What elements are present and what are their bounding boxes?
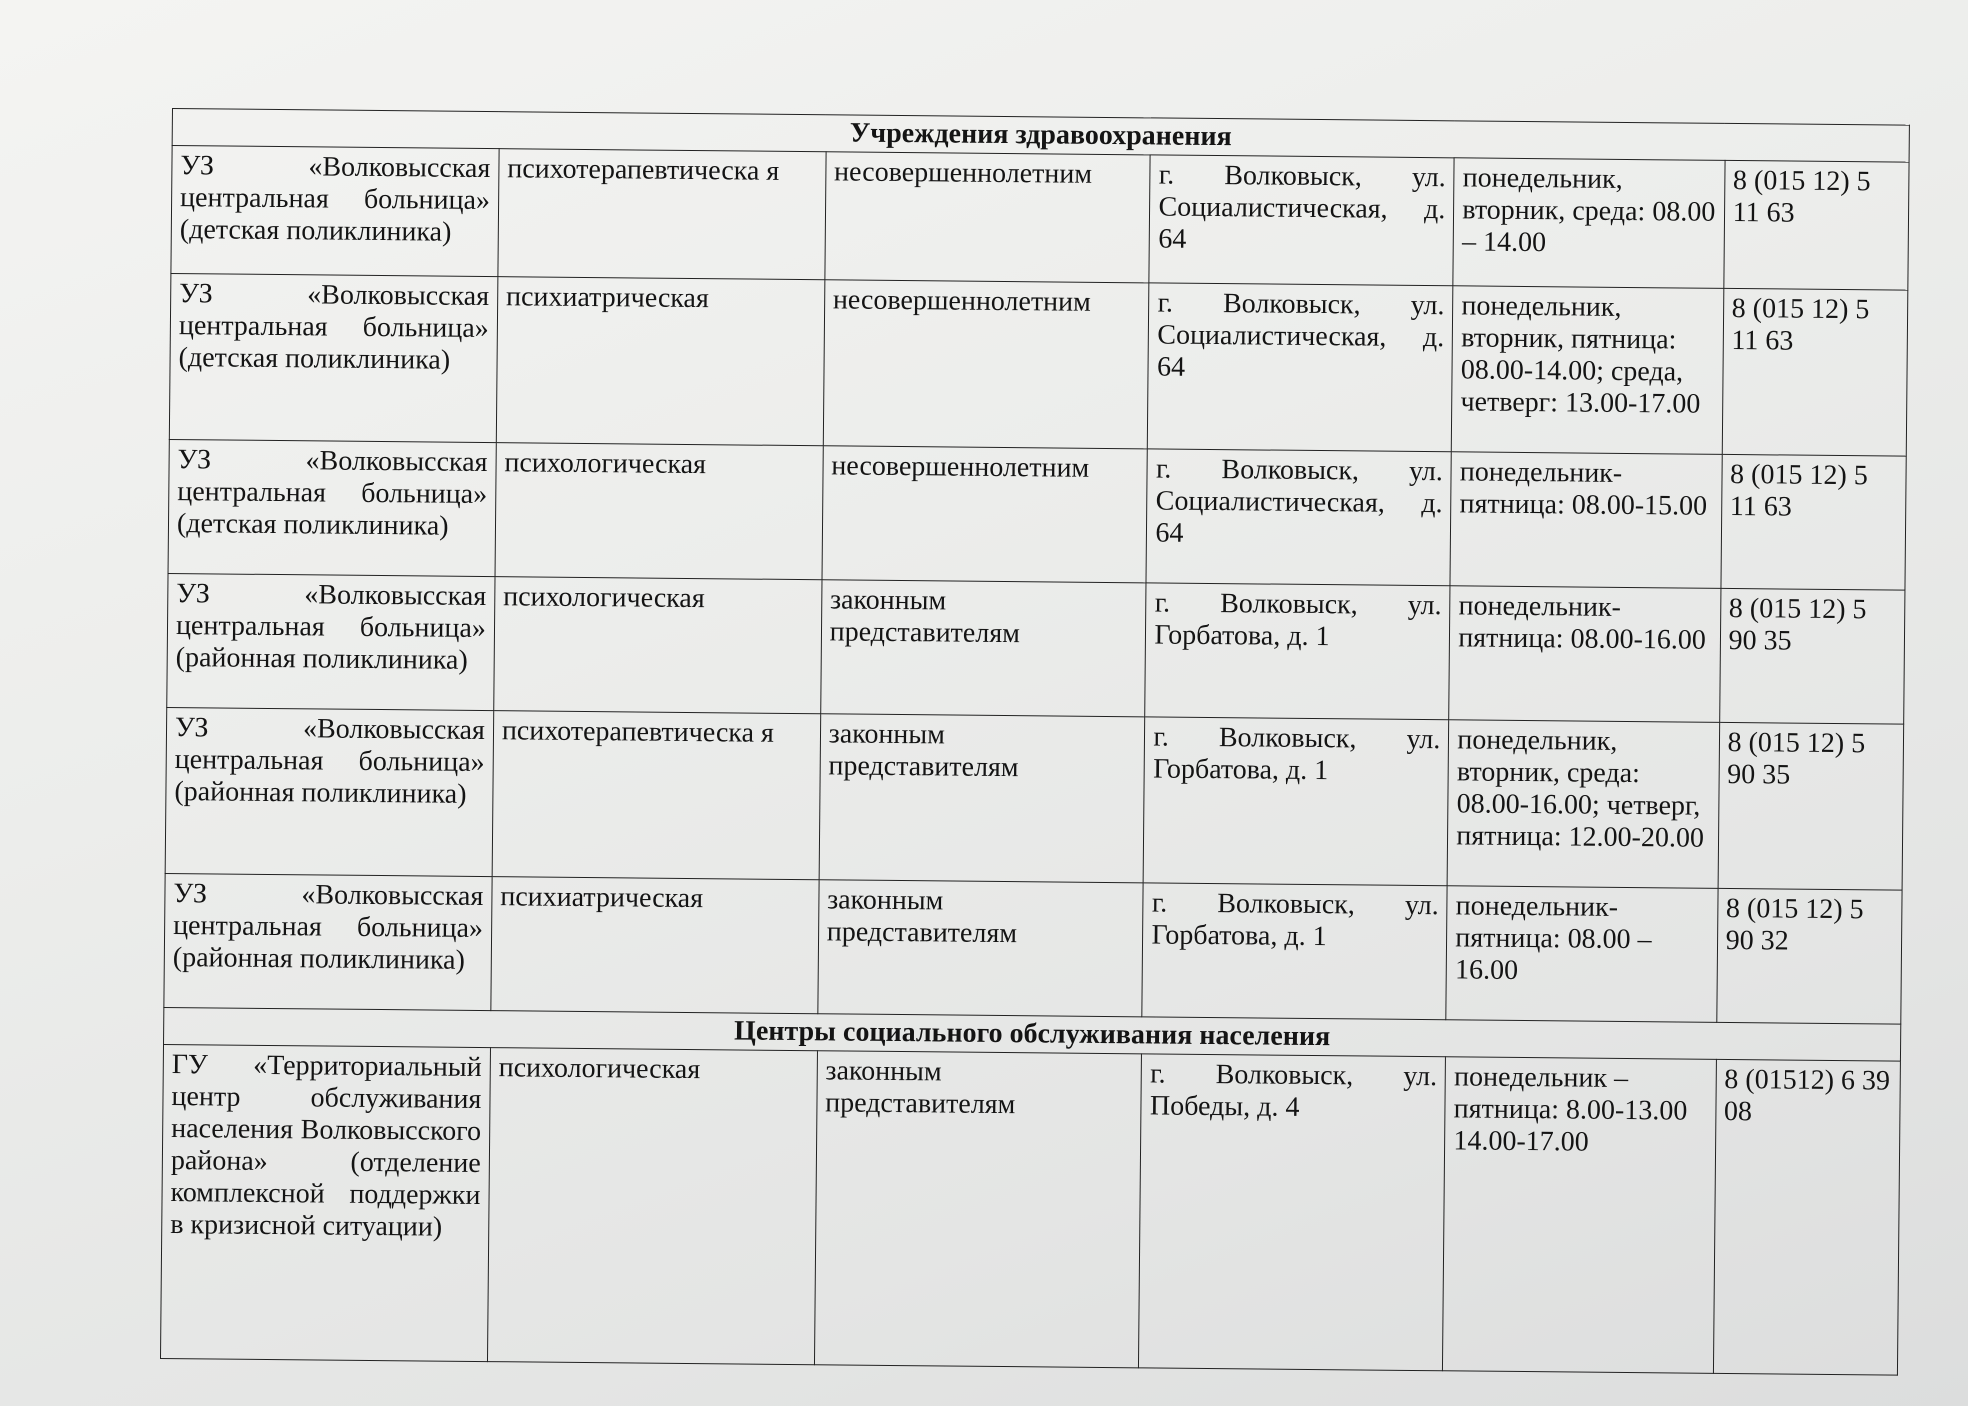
schedule-cell: понедельник-пятница: 08.00-16.00 bbox=[1449, 586, 1721, 723]
phone-cell: 8 (015 12) 5 90 35 bbox=[1718, 722, 1904, 890]
address-cell: г. Волковыск, ул. Социалистическая, д. 64 bbox=[1149, 155, 1454, 286]
institutions-table bbox=[160, 108, 1910, 1376]
assistance-type-cell: психиатрическая bbox=[496, 277, 824, 446]
schedule-cell: понедельник, вторник, среда: 08.00-16.00; четверг, пятница: 12.00-20.00 bbox=[1447, 720, 1719, 889]
phone-cell: 8 (015 12) 5 90 35 bbox=[1719, 588, 1905, 724]
schedule-cell: понедельник-пятница: 08.00-15.00 bbox=[1450, 452, 1722, 589]
organization-cell: УЗ «Волковысская центральная больница» (районная поликлиника) bbox=[165, 707, 493, 876]
address-cell: г. Волковыск, ул. Социалистическая, д. 64 bbox=[1148, 283, 1453, 452]
section-title: Центры социального обслуживания населения bbox=[164, 1007, 1901, 1061]
table-row bbox=[169, 273, 1908, 456]
assistance-type-cell: психологическая bbox=[494, 577, 822, 714]
table-row bbox=[171, 146, 1909, 291]
organization-cell: УЗ «Волковысская центральная больница» (районная поликлиника) bbox=[164, 873, 492, 1010]
schedule-cell: понедельник, вторник, пятница: 08.00-14.00; среда, четверг: 13.00-17.00 bbox=[1452, 286, 1724, 455]
phone-cell: 8 (015 12) 5 90 32 bbox=[1716, 888, 1902, 1024]
organization-cell: ГУ «Территориальный центр обслуживания населения Волковысского района» (отделение комплексной поддержки в кризисной ситуации) bbox=[160, 1044, 490, 1361]
assistance-type-cell: психологическая bbox=[487, 1048, 817, 1365]
schedule-cell: понедельник-пятница: 08.00 – 16.00 bbox=[1446, 886, 1718, 1023]
recipients-cell: несовершеннолетним bbox=[823, 280, 1149, 449]
table-row bbox=[160, 1044, 1900, 1375]
table-container bbox=[160, 108, 1910, 1376]
recipients-cell: несовершеннолетним bbox=[825, 152, 1151, 283]
recipients-cell: законным представителям bbox=[819, 714, 1145, 883]
organization-cell: УЗ «Волковысская центральная больница» (детская поликлиника) bbox=[169, 273, 497, 442]
assistance-type-cell: психологическая bbox=[495, 443, 823, 580]
phone-cell: 8 (015 12) 5 11 63 bbox=[1723, 160, 1909, 290]
recipients-cell: законным представителям bbox=[814, 1051, 1142, 1368]
phone-cell: 8 (01512) 6 39 08 bbox=[1713, 1059, 1900, 1375]
organization-cell: УЗ «Волковысская центральная больница» (детская поликлиника) bbox=[168, 439, 496, 576]
address-cell: г. Волковыск, ул. Победы, д. 4 bbox=[1139, 1054, 1446, 1371]
address-cell: г. Волковыск, ул. Горбатова, д. 1 bbox=[1144, 717, 1449, 886]
table-row bbox=[167, 573, 1905, 724]
table-row bbox=[164, 873, 1902, 1024]
schedule-cell: понедельник, вторник, среда: 08.00 – 14.00 bbox=[1453, 158, 1724, 289]
address-cell: г. Волковыск, ул. Горбатова, д. 1 bbox=[1145, 583, 1450, 720]
organization-cell: УЗ «Волковысская центральная больница» (детская поликлиника) bbox=[171, 146, 499, 277]
assistance-type-cell: психотерапевтическа я bbox=[498, 149, 826, 280]
assistance-type-cell: психотерапевтическа я bbox=[492, 711, 820, 880]
recipients-cell: законным представителям bbox=[818, 880, 1144, 1017]
recipients-cell: законным представителям bbox=[820, 580, 1146, 717]
table-row bbox=[168, 439, 1906, 590]
phone-cell: 8 (015 12) 5 11 63 bbox=[1722, 288, 1908, 456]
assistance-type-cell: психиатрическая bbox=[491, 877, 819, 1014]
organization-cell: УЗ «Волковысская центральная больница» (районная поликлиника) bbox=[167, 573, 495, 710]
phone-cell: 8 (015 12) 5 11 63 bbox=[1721, 454, 1907, 590]
section-title: Учреждения здравоохранения bbox=[172, 109, 1909, 163]
address-cell: г. Волковыск, ул. Горбатова, д. 1 bbox=[1142, 883, 1447, 1020]
recipients-cell: несовершеннолетним bbox=[822, 446, 1148, 583]
table-row bbox=[165, 707, 1904, 890]
address-cell: г. Волковыск, ул. Социалистическая, д. 64 bbox=[1146, 449, 1451, 586]
schedule-cell: понедельник – пятница: 8.00-13.00 14.00-17.00 bbox=[1443, 1057, 1716, 1374]
